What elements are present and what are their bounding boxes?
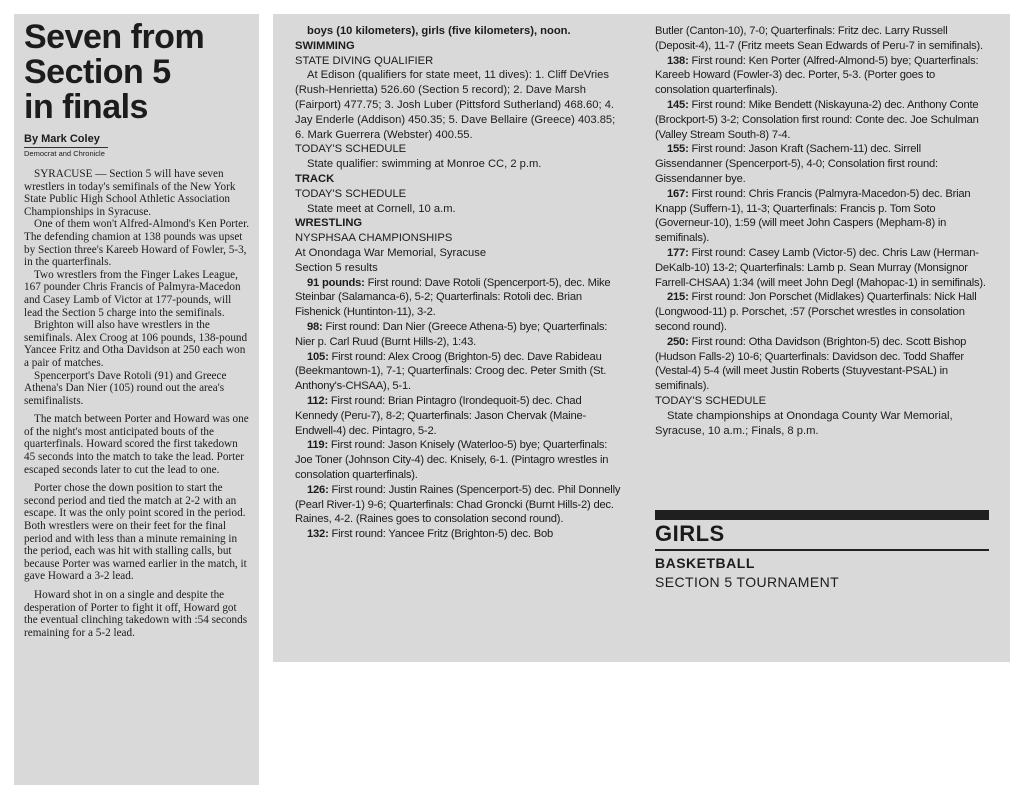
weight-result bbox=[655, 335, 989, 394]
byline: By Mark Coley bbox=[24, 133, 100, 145]
article-paragraph: Two wrestlers from the Finger Lakes League, 167 pounder Chris Francis of Palmyra-Macedon and Casey Lamb of Victor at 177-pounds, will lead the Section 5 charge into the semifinals. bbox=[24, 268, 241, 319]
weight-result bbox=[655, 142, 989, 186]
weight-label: 145: bbox=[667, 98, 689, 111]
weight-text: First round: Casey Lamb (Victor-5) dec. Chris Law (Herman-DeKalb-10) 13-2; Quarterfinals: Lamb p. Sean Murray (Monsignor Farrell-CHSAA) 1:34 (will meet John Degl (Mahopac-1) in semifinals). bbox=[655, 246, 986, 289]
weight-text: First round: Otha Davidson (Brighton-5) dec. Scott Bishop (Hudson Falls-2) 10-6; Quarterfinals: Davidson dec. Todd Shaffer (Vestal-4) 5-4 (will meet Justin Roberts (Stuyvestant-PSAL) in semifinals). bbox=[655, 335, 967, 393]
weight-text: First round: Mike Bendett (Niskayuna-2) dec. Anthony Conte (Brockport-5) 3-2; Consolation first round: Conte dec. Joe Schulman (Valley Stream South-8) 7-4. bbox=[655, 98, 979, 141]
headline-line: Seven from bbox=[24, 18, 205, 56]
weight-result bbox=[655, 98, 989, 142]
schedule-entry: State meet at Cornell, 10 a.m. bbox=[307, 202, 456, 215]
weight-label: 250: bbox=[667, 335, 689, 348]
article-clipping bbox=[14, 14, 259, 785]
article-paragraph: The match between Porter and Howard was one of the night's most anticipated bouts of the quarterfinals. Howard scored the first takedown 45 seconds into the match to take the lead. Porter escaped seconds later to cut the lead to one. bbox=[24, 413, 249, 476]
results-column-right bbox=[655, 24, 989, 592]
article-paragraph: Porter chose the down position to start the second period and tied the match at 2-2 with an escape. It was the only point scored in the period. Both wrestlers were on their feet for the final period and with less than a minute remaining in the period, each was hit with stalling calls, but because Porter was warned earlier in the match, it gave Howard a 3-2 lead. bbox=[24, 482, 247, 583]
results-clipping bbox=[273, 14, 1010, 662]
weight-result bbox=[655, 187, 989, 246]
weight-text: First round: Justin Raines (Spencerport-5) dec. Phil Donnelly (Pearl River-1) 9-6; Quarterfinals: Chad Groncki (Burnt Hills-2) dec. Raines, 4-2. (Raines goes to consolation second round). bbox=[295, 483, 621, 526]
weight-result bbox=[295, 320, 625, 350]
article-paragraph: Spencerport's Dave Rotoli (91) and Greece Athena's Dan Nier (105) round out the area's semifinalists. bbox=[24, 369, 227, 407]
sport-heading: TRACK bbox=[295, 172, 335, 185]
weight-result bbox=[655, 290, 989, 334]
weight-label: 167: bbox=[667, 187, 689, 200]
venue-line: At Onondaga War Memorial, Syracuse bbox=[295, 246, 487, 259]
weight-result bbox=[295, 438, 625, 482]
weight-result bbox=[295, 394, 625, 438]
event-heading: SECTION 5 TOURNAMENT bbox=[655, 574, 840, 591]
event-heading: NYSPHSAA CHAMPIONSHIPS bbox=[295, 232, 453, 245]
schedule-entry: State championships at Onondaga County War Memorial, Syracuse, 10 a.m.; Finals, 8 p.m. bbox=[655, 409, 953, 437]
weight-text: First round: Ken Porter (Alfred-Almond-5) bye; Quarterfinals: Kareeb Howard (Fowler-3) dec. Porter, 5-3. (Porter goes to consolation quarterfinals). bbox=[655, 54, 979, 97]
weight-text: First round: Jason Knisely (Waterloo-5) bye; Quarterfinals: Joe Toner (Johnson City-4) dec. Knisely, 6-1. (Pintagro wrestles in consolation quarterfinals). bbox=[295, 439, 609, 481]
schedule-heading: TODAY'S SCHEDULE bbox=[295, 187, 407, 200]
article-paragraph: Brighton will also have wrestlers in the semifinals. Alex Croog at 106 pounds, 138-pound Yancee Fritz and Otha Davidson at 250 each won a pair of matches. bbox=[24, 319, 248, 369]
weight-label: 105: bbox=[307, 350, 329, 363]
weight-result bbox=[295, 527, 625, 542]
weight-label: 119: bbox=[307, 439, 328, 452]
weight-text: First round: Chris Francis (Palmyra-Macedon-5) dec. Brian Knapp (Suffern-1), 11-3; Quarterfinals: Francis p. Tom Soto (Governeur-10), 1:59 (will meet John Caspers (Mepham-8) in semifinals). bbox=[655, 187, 971, 245]
girls-section-heading: GIRLS bbox=[655, 521, 725, 547]
section-rule bbox=[655, 549, 989, 551]
headline-line: in finals bbox=[24, 88, 148, 126]
weight-text: First round: Brian Pintagro (Irondequoit-5) dec. Chad Kennedy (Peru-7), 8-2; Quarterfinals: Jason Chervak (Maine-Endwell-4) dec. Pintagro, 5-2. bbox=[295, 394, 587, 437]
weight-text: First round: Dave Rotoli (Spencerport-5), dec. Mike Steinbar (Salamanca-6), 5-2; Quarterfinals: Rotoli dec. Brian Fishenick (Huntinton-11), 3-2. bbox=[295, 276, 611, 319]
article-paragraph: One of them won't Alfred-Almond's Ken Porter. The defending chamion at 138 pounds was upset by Section three's Kareeb Howard of Fowler, 5-3, in the quarterfinals. bbox=[24, 218, 250, 269]
results-entry: At Edison (qualifiers for state meet, 11 dives): 1. Cliff DeVries (Rush-Henrietta) 526.60 (Section 5 record); 2. Dave Marsh (Fairport) 477.75; 3. Josh Luber (Pittsford Sutherland) 468.60; 4. Jay Enderle (Addison) 450.35; 5. Dave Bellaire (Greece) 403.85; 6. Mark Guerrera (Webster) 400.55. bbox=[295, 69, 616, 141]
weight-result bbox=[295, 483, 625, 527]
sport-heading: SWIMMING bbox=[295, 39, 355, 52]
credit-line: Democrat and Chronicle bbox=[24, 149, 105, 158]
byline-rule bbox=[24, 147, 108, 148]
weight-label: 138: bbox=[667, 54, 689, 67]
weight-label: 177: bbox=[667, 246, 689, 259]
sport-heading: BASKETBALL bbox=[655, 555, 755, 572]
results-continuation: Butler (Canton-10), 7-0; Quarterfinals: Fritz dec. Larry Russell (Deposit-4), 11-7 (Fritz meets Sean Edwards of Peru-7 in semifinals). bbox=[655, 25, 983, 52]
article-paragraph: SYRACUSE — Section 5 will have seven wrestlers in today's semifinals of the New York State Public High School Athletic Association Championships in Syracuse. bbox=[24, 168, 236, 218]
weight-label: 112: bbox=[307, 394, 328, 407]
weight-text: First round: Dan Nier (Greece Athena-5) bye; Quarterfinals: Nier p. Carl Ruud (Burnt Hills-2), 1:43. bbox=[295, 320, 608, 348]
results-column-left bbox=[295, 24, 625, 542]
weight-label: 155: bbox=[667, 143, 689, 156]
weight-text: First round: Yancee Fritz (Brighton-5) dec. Bob bbox=[331, 528, 554, 541]
article-paragraph: Howard shot in on a single and despite the desperation of Porter to fight it off, Howard got the eventual clinching takedown with :54 seconds remaining for a 5-2 lead. bbox=[24, 589, 248, 639]
weight-text: First round: Alex Croog (Brighton-5) dec. Dave Rabideau (Beekmantown-1), 7-1; Quarterfinals: Croog dec. Peter Smith (St. Anthony's-CHSAA), 5-1. bbox=[295, 350, 607, 393]
weight-text: First round: Jason Kraft (Sachem-11) dec. Sirrell Gissendanner (Spencerport-5), 4-0; Consolation first round: Gissendanner bye. bbox=[655, 143, 938, 185]
weight-label: 98: bbox=[307, 320, 323, 333]
schedule-heading: TODAY'S SCHEDULE bbox=[295, 143, 407, 156]
schedule-heading: TODAY'S SCHEDULE bbox=[655, 394, 767, 407]
sport-heading: WRESTLING bbox=[295, 217, 363, 230]
section-line: Section 5 results bbox=[295, 261, 378, 274]
schedule-entry: State qualifier: swimming at Monroe CC, 2 p.m. bbox=[307, 158, 542, 171]
weight-label: 215: bbox=[667, 291, 689, 304]
weight-result bbox=[655, 246, 989, 290]
weight-label: 126: bbox=[307, 483, 329, 496]
headline bbox=[24, 20, 249, 125]
section-bar bbox=[655, 510, 989, 520]
weight-result bbox=[295, 350, 625, 394]
article-body bbox=[24, 168, 249, 639]
weight-label: 132: bbox=[307, 528, 329, 541]
weight-result bbox=[655, 54, 989, 98]
weight-text: First round: Jon Porschet (Midlakes) Quarterfinals: Nick Hall (Longwood-11) p. Porschet, :57 (Porschet wrestles in consolation second round). bbox=[655, 291, 977, 333]
weight-label: 91 pounds: bbox=[307, 276, 365, 289]
event-heading: STATE DIVING QUALIFIER bbox=[295, 54, 434, 67]
weight-result bbox=[295, 276, 625, 320]
headline-line: Section 5 bbox=[24, 53, 171, 91]
results-line: boys (10 kilometers), girls (five kilometers), noon. bbox=[307, 25, 571, 37]
